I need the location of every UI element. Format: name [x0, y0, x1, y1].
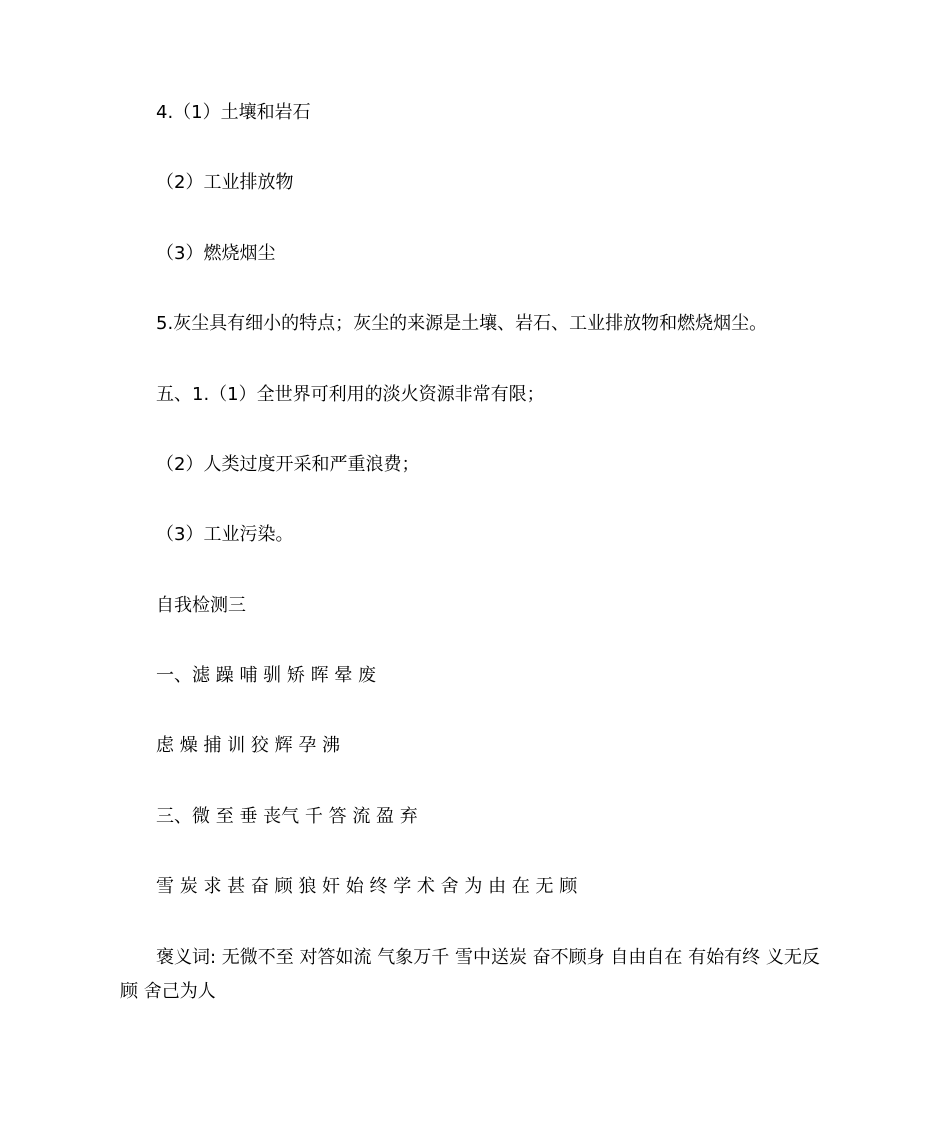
- answer-4-1: 4.（1）土壤和岩石: [156, 102, 311, 123]
- section-3-characters: 三、微 至 垂 丧气 千 答 流 盈 弃: [156, 806, 418, 827]
- section-5-answer-3: （3）工业污染。: [156, 524, 294, 545]
- section-3-characters-row-2: 雪 炭 求 甚 奋 顾 狼 奸 始 终 学 术 舍 为 由 在 无 顾: [156, 876, 578, 897]
- answer-4-3: （3）燃烧烟尘: [156, 243, 276, 264]
- section-1-characters: 一、滤 躁 哺 驯 矫 晖 晕 废: [156, 665, 377, 686]
- section-5-answer-2: （2）人类过度开采和严重浪费；: [156, 454, 420, 475]
- self-test-3-heading: 自我检测三: [156, 595, 246, 616]
- answer-4-2: （2）工业排放物: [156, 172, 294, 193]
- commendatory-words-paragraph: 褒义词: 无微不至 对答如流 气象万千 雪中送炭 奋不顾身 自由自在 有始有终 义无反顾 舍己为人: [120, 947, 820, 1002]
- answer-5: 5.灰尘具有细小的特点；灰尘的来源是土壤、岩石、工业排放物和燃烧烟尘。: [156, 313, 768, 334]
- section-5-answer-1: 五、1.（1）全世界可利用的淡火资源非常有限；: [156, 384, 545, 405]
- section-1-characters-row-2: 虑 燥 捕 训 狡 辉 孕 沸: [156, 735, 341, 756]
